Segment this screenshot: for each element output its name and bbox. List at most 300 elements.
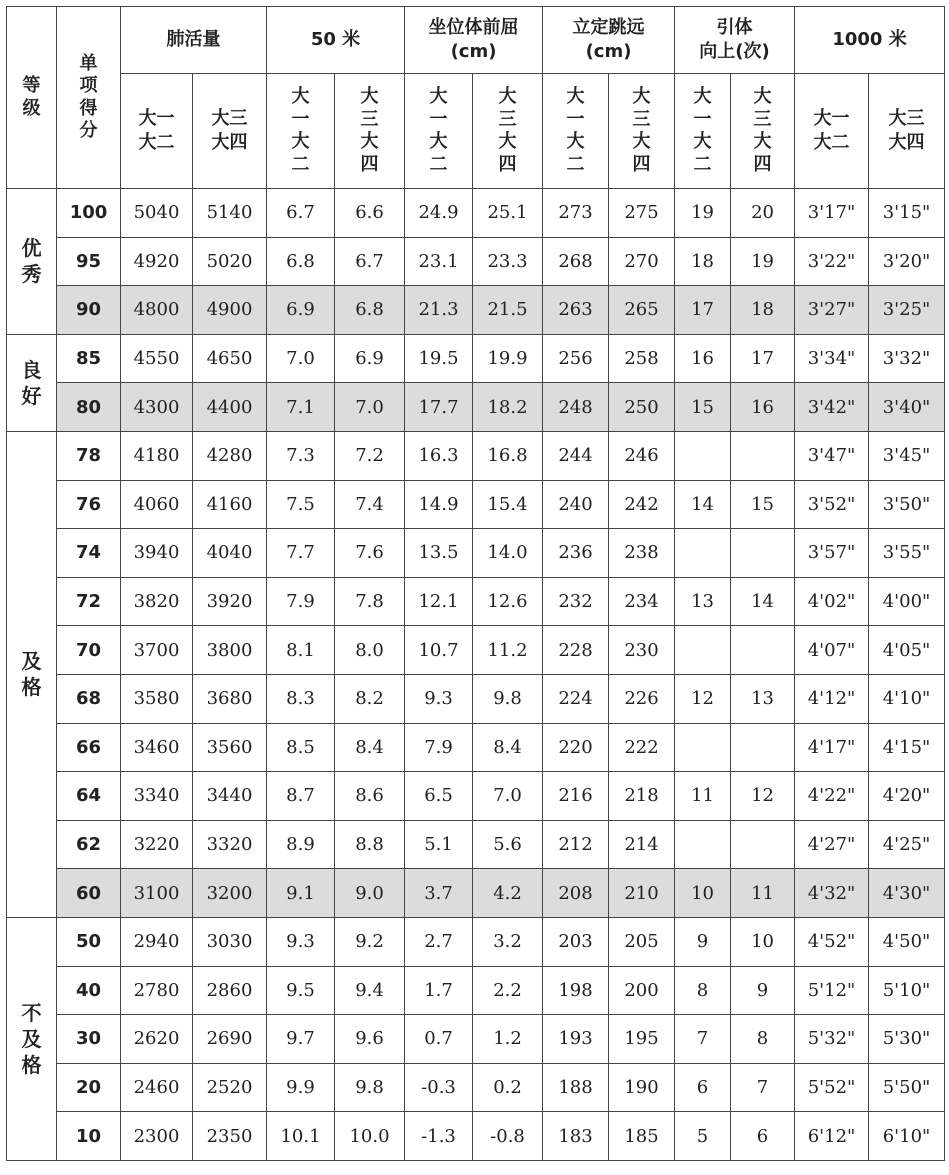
sub-header-lower-vertical <box>405 74 473 189</box>
sub-header-upper-vertical <box>731 74 795 189</box>
data-cell <box>731 723 795 772</box>
group-header-sit-and-reach <box>405 7 543 74</box>
data-cell: 14.0 <box>473 529 543 578</box>
header-char: 大 <box>632 131 651 152</box>
data-cell: 270 <box>609 237 675 286</box>
data-cell: 17 <box>731 334 795 383</box>
data-cell: 2690 <box>193 1015 267 1064</box>
score-cell: 40 <box>57 966 121 1015</box>
sub-header-upper-vertical <box>335 74 405 189</box>
data-cell: 4'25" <box>869 820 945 869</box>
data-cell: 3580 <box>121 674 193 723</box>
data-cell: 10.0 <box>335 1112 405 1161</box>
data-cell: 24.9 <box>405 189 473 238</box>
data-cell: 18 <box>731 286 795 335</box>
data-cell: 13 <box>731 674 795 723</box>
data-cell: 3'32" <box>869 334 945 383</box>
data-cell: 3030 <box>193 917 267 966</box>
data-cell: 193 <box>543 1015 609 1064</box>
data-cell: 8.6 <box>335 772 405 821</box>
header-char: 二 <box>429 153 448 175</box>
sub-header-line: 大四 <box>888 132 925 153</box>
data-cell: 7.0 <box>267 334 335 383</box>
data-cell: 3'17" <box>795 189 869 238</box>
table-row <box>7 869 945 918</box>
data-cell: 203 <box>543 917 609 966</box>
data-cell: 3'22" <box>795 237 869 286</box>
group-header-1000m <box>795 7 945 74</box>
data-cell: 9.6 <box>335 1015 405 1064</box>
data-cell: 11.2 <box>473 626 543 675</box>
header-char: 大 <box>429 131 448 152</box>
data-cell: -0.3 <box>405 1063 473 1112</box>
data-cell: 3'20" <box>869 237 945 286</box>
sub-header-line: 大一 <box>813 107 850 129</box>
data-cell: 9.8 <box>335 1063 405 1112</box>
data-cell: 3.2 <box>473 917 543 966</box>
header-char: 大 <box>632 86 651 107</box>
fitness-score-table <box>6 6 945 1161</box>
score-cell: 68 <box>57 674 121 723</box>
data-cell: 3100 <box>121 869 193 918</box>
data-cell: 9.1 <box>267 869 335 918</box>
header-char: 二 <box>566 153 585 175</box>
data-cell: 15.4 <box>473 480 543 529</box>
score-cell: 80 <box>57 383 121 432</box>
data-cell: 3220 <box>121 820 193 869</box>
data-cell: 9 <box>675 917 731 966</box>
data-cell: 3'27" <box>795 286 869 335</box>
data-cell: 242 <box>609 480 675 529</box>
group-header-label: 引体 <box>716 16 753 38</box>
group-header-label: 立定跳远 <box>572 16 645 38</box>
data-cell: 212 <box>543 820 609 869</box>
data-cell: 25.1 <box>473 189 543 238</box>
data-cell: 21.3 <box>405 286 473 335</box>
data-cell <box>731 820 795 869</box>
data-cell: 17 <box>675 286 731 335</box>
data-cell: 6.7 <box>267 189 335 238</box>
data-cell <box>675 431 731 480</box>
data-cell: 2940 <box>121 917 193 966</box>
data-cell: 3820 <box>121 577 193 626</box>
data-cell: 7 <box>675 1015 731 1064</box>
data-cell: 3920 <box>193 577 267 626</box>
data-cell: 21.5 <box>473 286 543 335</box>
data-cell <box>731 626 795 675</box>
data-cell: 3'25" <box>869 286 945 335</box>
data-cell: 4'17" <box>795 723 869 772</box>
header-char: 大 <box>360 86 379 107</box>
table-row <box>7 772 945 821</box>
data-cell: 4'30" <box>869 869 945 918</box>
data-cell: 10.1 <box>267 1112 335 1161</box>
data-cell: 4'22" <box>795 772 869 821</box>
score-cell: 85 <box>57 334 121 383</box>
header-char: 大 <box>498 86 517 107</box>
data-cell: 5 <box>675 1112 731 1161</box>
data-cell: 8 <box>731 1015 795 1064</box>
header-char: 大 <box>291 86 310 107</box>
data-cell: 20 <box>731 189 795 238</box>
data-cell: 8.4 <box>335 723 405 772</box>
data-cell: 2860 <box>193 966 267 1015</box>
table-row <box>7 237 945 286</box>
data-cell <box>675 626 731 675</box>
data-cell: 246 <box>609 431 675 480</box>
data-cell: 10.7 <box>405 626 473 675</box>
data-cell: 16 <box>675 334 731 383</box>
data-cell: 11 <box>731 869 795 918</box>
data-cell: 3'15" <box>869 189 945 238</box>
data-cell: 2350 <box>193 1112 267 1161</box>
grade-char: 格 <box>21 1052 42 1077</box>
data-cell: 214 <box>609 820 675 869</box>
data-cell: 3680 <box>193 674 267 723</box>
data-cell: 5.6 <box>473 820 543 869</box>
data-cell: 5020 <box>193 237 267 286</box>
data-cell: 4'50" <box>869 917 945 966</box>
data-cell: 8.5 <box>267 723 335 772</box>
grade-char: 良 <box>21 357 42 382</box>
header-char: 三 <box>632 108 651 130</box>
table-row <box>7 820 945 869</box>
data-cell: 4160 <box>193 480 267 529</box>
header-char: 一 <box>429 108 448 130</box>
table-row <box>7 1015 945 1064</box>
header-char: 项 <box>79 75 98 96</box>
data-cell: 6'12" <box>795 1112 869 1161</box>
header-char: 大 <box>566 131 585 152</box>
header-char: 大 <box>291 131 310 152</box>
data-cell: 6.6 <box>335 189 405 238</box>
data-cell: 7.9 <box>267 577 335 626</box>
data-cell: -0.8 <box>473 1112 543 1161</box>
data-cell <box>675 529 731 578</box>
data-cell: 9.0 <box>335 869 405 918</box>
grade-char: 格 <box>21 675 42 700</box>
data-cell: 4400 <box>193 383 267 432</box>
header-char: 等 <box>22 75 41 96</box>
data-cell: 3'42" <box>795 383 869 432</box>
data-cell: 9.4 <box>335 966 405 1015</box>
group-header-label: 1000 米 <box>832 28 907 50</box>
data-cell: 183 <box>543 1112 609 1161</box>
data-cell: 19.5 <box>405 334 473 383</box>
score-cell: 74 <box>57 529 121 578</box>
data-cell: 3340 <box>121 772 193 821</box>
data-cell: 7.0 <box>473 772 543 821</box>
data-cell: 6.5 <box>405 772 473 821</box>
data-cell: 3'50" <box>869 480 945 529</box>
data-cell: 226 <box>609 674 675 723</box>
data-cell <box>731 529 795 578</box>
data-cell: 8.8 <box>335 820 405 869</box>
group-header-long-jump <box>543 7 675 74</box>
header-char: 大 <box>360 131 379 152</box>
data-cell: 3940 <box>121 529 193 578</box>
data-cell: 3560 <box>193 723 267 772</box>
header-char: 三 <box>360 108 379 130</box>
grade-cell <box>7 431 57 917</box>
table-row <box>7 431 945 480</box>
data-cell: 17.7 <box>405 383 473 432</box>
header-char: 大 <box>753 86 772 107</box>
header-char: 四 <box>498 153 517 175</box>
data-cell: 230 <box>609 626 675 675</box>
data-cell: 23.3 <box>473 237 543 286</box>
data-cell: 4'15" <box>869 723 945 772</box>
data-cell: 244 <box>543 431 609 480</box>
data-cell: 6.9 <box>267 286 335 335</box>
grade-cell <box>7 917 57 1160</box>
data-cell: 14 <box>731 577 795 626</box>
data-cell: 18.2 <box>473 383 543 432</box>
data-cell: 9.5 <box>267 966 335 1015</box>
data-cell: 2460 <box>121 1063 193 1112</box>
data-cell: 9.3 <box>267 917 335 966</box>
grade-cell <box>7 334 57 431</box>
data-cell: 16.3 <box>405 431 473 480</box>
data-cell: 9.8 <box>473 674 543 723</box>
data-cell: 273 <box>543 189 609 238</box>
data-cell: 188 <box>543 1063 609 1112</box>
header-char: 分 <box>79 120 98 141</box>
data-cell: 7.8 <box>335 577 405 626</box>
group-header-label: 50 米 <box>310 28 361 50</box>
score-cell: 60 <box>57 869 121 918</box>
data-cell: 23.1 <box>405 237 473 286</box>
data-cell: 19 <box>675 189 731 238</box>
sub-header-line: 大三 <box>211 107 248 129</box>
data-cell: 1.2 <box>473 1015 543 1064</box>
data-cell: 268 <box>543 237 609 286</box>
data-cell: 9.9 <box>267 1063 335 1112</box>
data-cell: 7.6 <box>335 529 405 578</box>
data-cell: 7.3 <box>267 431 335 480</box>
data-cell: 8.0 <box>335 626 405 675</box>
data-cell <box>731 431 795 480</box>
score-cell: 20 <box>57 1063 121 1112</box>
sub-header-lower <box>121 74 193 189</box>
data-cell: 5140 <box>193 189 267 238</box>
score-cell: 62 <box>57 820 121 869</box>
data-cell: 8 <box>675 966 731 1015</box>
data-cell: 5040 <box>121 189 193 238</box>
data-cell: 18 <box>675 237 731 286</box>
header-char: 一 <box>291 108 310 130</box>
data-cell: 4900 <box>193 286 267 335</box>
data-cell: 3200 <box>193 869 267 918</box>
data-cell: 250 <box>609 383 675 432</box>
data-cell: 4280 <box>193 431 267 480</box>
sub-header-line: 大二 <box>813 132 850 153</box>
data-cell: 4'52" <box>795 917 869 966</box>
data-cell: 263 <box>543 286 609 335</box>
data-cell: 3.7 <box>405 869 473 918</box>
data-cell: 7.2 <box>335 431 405 480</box>
score-cell: 10 <box>57 1112 121 1161</box>
data-cell: 4060 <box>121 480 193 529</box>
header-char: 大 <box>429 86 448 107</box>
score-cell: 50 <box>57 917 121 966</box>
data-cell: 19 <box>731 237 795 286</box>
data-cell: 4.2 <box>473 869 543 918</box>
data-cell: 6 <box>675 1063 731 1112</box>
data-cell: 205 <box>609 917 675 966</box>
data-cell: 4'05" <box>869 626 945 675</box>
data-cell: 4920 <box>121 237 193 286</box>
data-cell: 3'34" <box>795 334 869 383</box>
data-cell: 3'55" <box>869 529 945 578</box>
score-cell: 66 <box>57 723 121 772</box>
table-row <box>7 334 945 383</box>
data-cell: 218 <box>609 772 675 821</box>
header-char: 四 <box>360 153 379 175</box>
data-cell: 220 <box>543 723 609 772</box>
table-row <box>7 1063 945 1112</box>
score-cell: 72 <box>57 577 121 626</box>
data-cell: 8.2 <box>335 674 405 723</box>
data-cell: 238 <box>609 529 675 578</box>
data-cell: 190 <box>609 1063 675 1112</box>
data-cell: 3800 <box>193 626 267 675</box>
group-header-pull-up <box>675 7 795 74</box>
data-cell: 8.4 <box>473 723 543 772</box>
data-cell: 6 <box>731 1112 795 1161</box>
data-cell: 208 <box>543 869 609 918</box>
data-cell: 195 <box>609 1015 675 1064</box>
data-cell: 2620 <box>121 1015 193 1064</box>
data-cell: 3'40" <box>869 383 945 432</box>
data-cell: 6.7 <box>335 237 405 286</box>
sub-header-lower-vertical <box>267 74 335 189</box>
data-cell: 5.1 <box>405 820 473 869</box>
header-char: 四 <box>753 153 772 175</box>
data-cell: 9.7 <box>267 1015 335 1064</box>
data-cell: 5'12" <box>795 966 869 1015</box>
data-cell: 7.4 <box>335 480 405 529</box>
data-cell: 16.8 <box>473 431 543 480</box>
data-cell: 2520 <box>193 1063 267 1112</box>
data-cell: 0.7 <box>405 1015 473 1064</box>
sub-header-upper <box>869 74 945 189</box>
table-row <box>7 286 945 335</box>
data-cell: 240 <box>543 480 609 529</box>
group-header-unit: (cm) <box>585 41 632 62</box>
data-cell <box>675 723 731 772</box>
data-cell: 275 <box>609 189 675 238</box>
grade-char: 好 <box>21 383 42 408</box>
score-cell: 30 <box>57 1015 121 1064</box>
data-cell <box>675 820 731 869</box>
data-cell: -1.3 <box>405 1112 473 1161</box>
grade-cell <box>7 189 57 335</box>
header-char: 大 <box>693 131 712 152</box>
grade-char: 不 <box>21 1000 42 1025</box>
header-char: 一 <box>566 108 585 130</box>
data-cell: 8.1 <box>267 626 335 675</box>
header-char: 大 <box>566 86 585 107</box>
group-header-50m <box>267 7 405 74</box>
data-cell: 248 <box>543 383 609 432</box>
score-cell: 90 <box>57 286 121 335</box>
data-cell: 2.2 <box>473 966 543 1015</box>
sub-header-lower <box>795 74 869 189</box>
sub-header-upper-vertical <box>609 74 675 189</box>
data-cell: 8.7 <box>267 772 335 821</box>
group-header-unit: (cm) <box>450 41 497 62</box>
data-cell: 2.7 <box>405 917 473 966</box>
score-cell: 100 <box>57 189 121 238</box>
header-char: 级 <box>22 97 41 119</box>
score-header <box>57 7 121 189</box>
data-cell: 4180 <box>121 431 193 480</box>
data-cell: 4'00" <box>869 577 945 626</box>
data-cell: 5'32" <box>795 1015 869 1064</box>
score-cell: 76 <box>57 480 121 529</box>
data-cell: 4'07" <box>795 626 869 675</box>
data-cell: 7.7 <box>267 529 335 578</box>
data-cell: 5'52" <box>795 1063 869 1112</box>
table-row <box>7 674 945 723</box>
data-cell: 200 <box>609 966 675 1015</box>
data-cell: 7.1 <box>267 383 335 432</box>
data-cell: 10 <box>675 869 731 918</box>
data-cell: 9.3 <box>405 674 473 723</box>
group-header-unit: 向上(次) <box>699 41 770 62</box>
data-cell: 2300 <box>121 1112 193 1161</box>
header-char: 大 <box>753 131 772 152</box>
data-cell: 10 <box>731 917 795 966</box>
data-cell: 7 <box>731 1063 795 1112</box>
data-cell: 12.6 <box>473 577 543 626</box>
data-cell: 228 <box>543 626 609 675</box>
table-row <box>7 383 945 432</box>
score-cell: 70 <box>57 626 121 675</box>
sub-header-line: 大二 <box>138 132 175 153</box>
data-cell: 14.9 <box>405 480 473 529</box>
data-cell: 5'10" <box>869 966 945 1015</box>
data-cell: 236 <box>543 529 609 578</box>
data-cell: 6'10" <box>869 1112 945 1161</box>
score-table-container <box>6 6 945 1161</box>
sub-header-line: 大三 <box>888 107 925 129</box>
grade-char: 及 <box>21 1026 42 1051</box>
data-cell: 185 <box>609 1112 675 1161</box>
data-cell: 4040 <box>193 529 267 578</box>
score-cell: 78 <box>57 431 121 480</box>
data-cell: 12 <box>675 674 731 723</box>
data-cell: 6.8 <box>267 237 335 286</box>
data-cell: 3'45" <box>869 431 945 480</box>
data-cell: 19.9 <box>473 334 543 383</box>
score-table-body <box>7 189 945 1161</box>
data-cell: 16 <box>731 383 795 432</box>
data-cell: 4'32" <box>795 869 869 918</box>
data-cell: 4'10" <box>869 674 945 723</box>
header-char: 得 <box>79 97 98 119</box>
table-row <box>7 626 945 675</box>
data-cell: 4650 <box>193 334 267 383</box>
data-cell: 0.2 <box>473 1063 543 1112</box>
data-cell: 12.1 <box>405 577 473 626</box>
group-header-label: 肺活量 <box>166 28 221 50</box>
table-row <box>7 189 945 238</box>
data-cell: 4'12" <box>795 674 869 723</box>
score-cell: 95 <box>57 237 121 286</box>
data-cell: 8.3 <box>267 674 335 723</box>
